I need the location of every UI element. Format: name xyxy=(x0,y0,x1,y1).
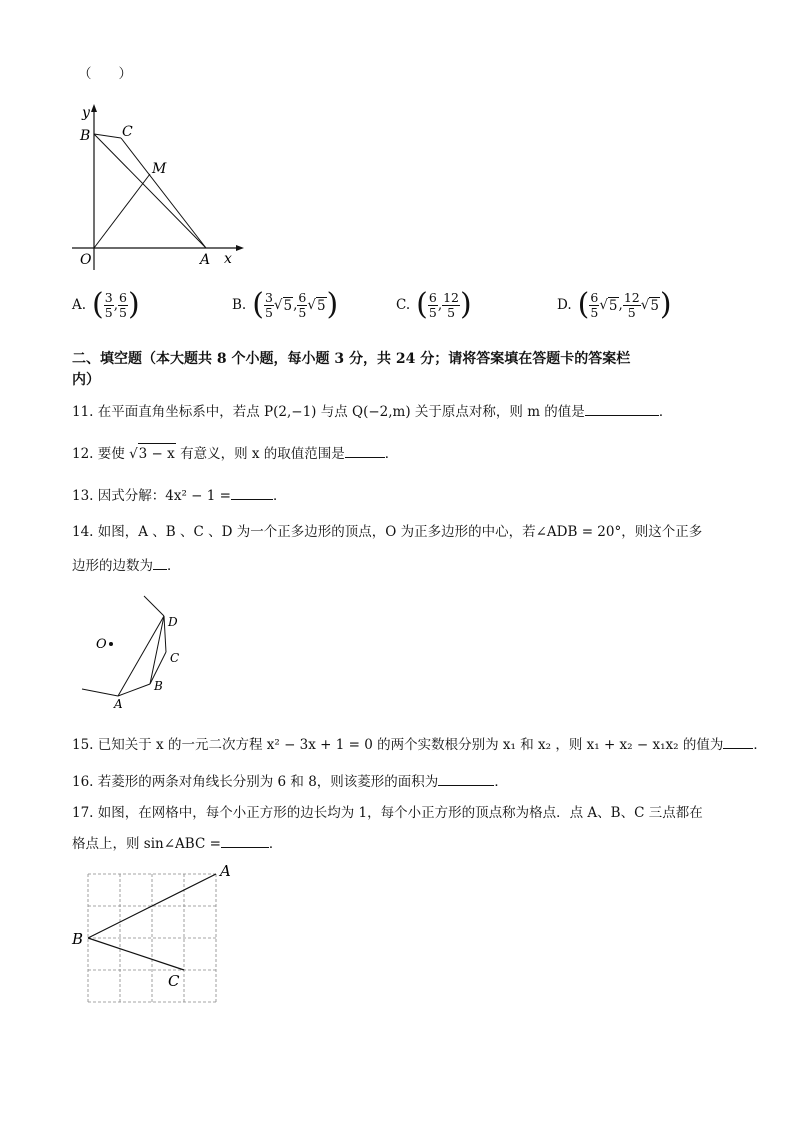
answer-blank-17[interactable] xyxy=(221,835,269,848)
edge-CD xyxy=(164,616,166,652)
section-heading: 二、填空题（本大题共 8 个小题，每小题 3 分，共 24 分；请将答案填在答题卡的答案栏 xyxy=(72,351,631,367)
question-14-line2: 边形的边数为 ． xyxy=(72,558,181,574)
label-C: C xyxy=(168,972,180,990)
option-d-label: D. xyxy=(557,297,572,313)
label-A: A xyxy=(220,862,231,880)
question-12: 12. 要使 √3 − x 有意义，则 x 的取值范围是 ． xyxy=(72,443,398,464)
question-11: 11. 在平面直角坐标系中，若点 P(2,−1) 与点 Q(−2,m) 关于原点对称，则 m 的值是 ． xyxy=(72,404,673,420)
answer-blank-14[interactable] xyxy=(153,557,167,570)
question-12-text-post: 有意义，则 x 的取值范围是 xyxy=(180,446,345,462)
label-O: O xyxy=(80,252,92,268)
answer-blank-12[interactable] xyxy=(345,445,385,458)
option-b-label: B. xyxy=(232,297,247,313)
edge-AB xyxy=(118,684,150,696)
question-14-line1: 14. 如图，A 、B 、C 、D 为一个正多边形的顶点，O 为正多边形的中心，若∠ADB = 20°，则这个正多 xyxy=(72,524,703,540)
polygon-edge xyxy=(82,689,118,696)
segment-BC xyxy=(88,938,184,970)
option-a-label: A. xyxy=(72,297,87,313)
label-x: x xyxy=(224,251,232,267)
segment-CA xyxy=(121,138,206,248)
label-B: B xyxy=(72,930,84,948)
label-B: B xyxy=(80,128,91,144)
option-d[interactable]: D. ( $\frac{6}{5}$ √ 5 , $\frac{12}{5}$ √ 5 ) xyxy=(557,287,672,322)
answer-paren: （ ） xyxy=(78,66,132,82)
label-A: A xyxy=(114,697,123,711)
question-16-text: 16. 若菱形的两条对角线长分别为 6 和 8，则该菱形的面积为 xyxy=(72,774,439,790)
question-17-line1: 17. 如图，在网格中，每个小正方形的边长均为 1，每个小正方形的顶点称为格点．点 A、B、C 三点都在 xyxy=(72,805,703,821)
q14-polygon-figure xyxy=(78,592,198,712)
question-13: 13. 因式分解：4x² − 1 = ． xyxy=(72,488,287,504)
radicand: 3 − x xyxy=(138,443,176,464)
segment-BC xyxy=(94,134,121,138)
question-16: 16. 若菱形的两条对角线长分别为 6 和 8，则该菱形的面积为 ． xyxy=(72,774,508,790)
section-heading-cont: 内） xyxy=(72,372,100,388)
center-dot xyxy=(109,642,113,646)
question-17-line2: 格点上，则 sin∠ABC = ． xyxy=(72,836,283,852)
label-M: M xyxy=(152,161,167,177)
option-a[interactable]: A. ( $\frac{3}{5}$ , $\frac{6}{5}$ ) xyxy=(72,287,140,322)
answer-blank-13[interactable] xyxy=(231,487,273,500)
option-b[interactable]: B. ( $\frac{3}{5}$ √ 5 , $\frac{6}{5}$ √ 5 ) xyxy=(232,287,339,322)
y-axis-arrow-icon xyxy=(91,104,97,112)
option-c-label: C. xyxy=(396,297,411,313)
label-y: y xyxy=(82,105,90,121)
option-c[interactable]: C. ( $\frac{6}{5}$ , $\frac{12}{5}$ ) xyxy=(396,287,472,322)
question-12-text-pre: 12. 要使 xyxy=(72,446,125,462)
segment-OM xyxy=(94,174,150,248)
question-11-text: 11. 在平面直角坐标系中，若点 P(2,−1) 与点 Q(−2,m) 关于原点对称，则 m 的值是 xyxy=(72,404,585,420)
q10-coordinate-figure xyxy=(66,100,246,270)
label-O: O xyxy=(96,637,107,652)
segment-BD xyxy=(150,616,164,684)
question-15-text: 15. 已知关于 x 的一元二次方程 x² − 3x + 1 = 0 的两个实数根分别为 x₁ 和 x₂ ，则 x₁ + x₂ − x₁x₂ 的值为 xyxy=(72,737,724,753)
label-B: B xyxy=(154,679,163,693)
label-C: C xyxy=(122,124,133,140)
label-A: A xyxy=(200,252,211,268)
x-axis-arrow-icon xyxy=(236,245,244,251)
q17-grid-figure xyxy=(68,860,248,1010)
question-15: 15. 已知关于 x 的一元二次方程 x² − 3x + 1 = 0 的两个实数根分别为 x₁ 和 x₂ ，则 x₁ + x₂ − x₁x₂ 的值为 ． xyxy=(72,737,767,753)
segment-BA xyxy=(88,874,216,938)
label-C: C xyxy=(170,651,180,665)
answer-blank-11[interactable] xyxy=(585,403,659,416)
question-13-text: 13. 因式分解：4x² − 1 = xyxy=(72,488,231,504)
segment-BA xyxy=(94,134,206,248)
grid-lines xyxy=(88,874,216,1002)
answer-blank-15[interactable] xyxy=(723,736,753,749)
polygon-edge-top xyxy=(144,596,164,616)
answer-blank-16[interactable] xyxy=(438,773,494,786)
label-D: D xyxy=(168,615,178,629)
